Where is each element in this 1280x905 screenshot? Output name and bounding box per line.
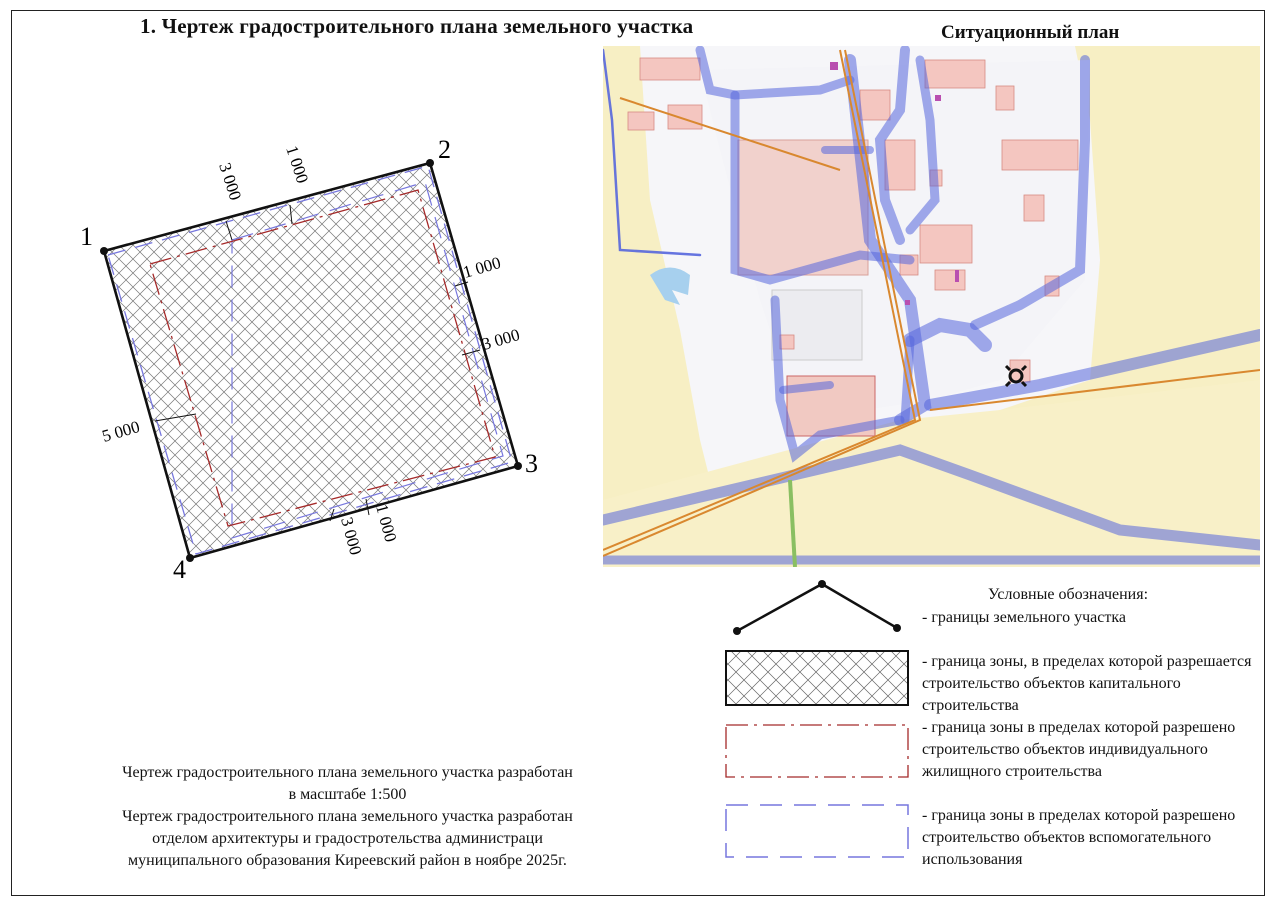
developer-note-line-3: муниципального образования Киреевский район в ноябре 2025г.	[128, 852, 567, 869]
legend-item-plot-boundary: - границы земельного участка	[922, 609, 1126, 626]
legend-symbol-buildable-zone	[726, 651, 908, 705]
scale-note-line-1: Чертеж градостроительного плана земельного участка разработан	[122, 764, 573, 781]
legend-title: Условные обозначения:	[988, 586, 1149, 603]
developer-note-line-2: отделом архитектуры и градостротельства администраци	[152, 830, 543, 847]
legend-symbol-ijs-zone	[726, 725, 908, 777]
land-plot	[100, 159, 522, 562]
dimension-left: 5 000	[99, 417, 142, 446]
legend-symbol-plot-boundary	[733, 580, 901, 635]
dimension-top-a: 3 000	[215, 160, 246, 203]
scale-note	[30, 762, 665, 806]
corner-point-3	[514, 462, 522, 470]
legend-item-ijs-zone: - граница зоны в пределах которой разрешено строительство объектов индивидуального жилищного строительства	[922, 719, 1236, 780]
dimension-bottom-a: 3 000	[337, 515, 366, 557]
buildable-zone-hatch	[104, 163, 518, 558]
legend-symbol-aux-zone	[726, 805, 908, 857]
dimension-right-a: 1 000	[460, 253, 503, 282]
corner-point-2	[426, 159, 434, 167]
legend-item-aux-zone: - граница зоны в пределах которой разрешено строительство объектов вспомогательного использования	[922, 807, 1236, 868]
situation-map	[603, 46, 1260, 567]
legend-item-buildable-zone: - граница зоны, в пределах которой разрешается строительство объектов капитального строительства	[922, 653, 1252, 714]
corner-label-4: 4	[173, 555, 186, 584]
corner-label-1: 1	[80, 222, 93, 251]
scale-note-line-2: в масштабе 1:500	[288, 786, 407, 803]
drawing-title: 1. Чертеж градостроительного плана земельного участка	[140, 14, 694, 38]
developer-note	[30, 806, 665, 872]
dimension-right-b: 3 000	[479, 325, 522, 354]
corner-label-3: 3	[525, 449, 538, 478]
corner-point-4	[186, 554, 194, 562]
developer-note-line-1: Чертеж градостроительного плана земельного участка разработан	[122, 808, 573, 825]
situation-plan-title: Ситуационный план	[941, 22, 1120, 43]
dimension-top-b: 1 000	[282, 143, 313, 186]
dimension-bottom-b: 1 000	[372, 502, 401, 544]
corner-label-2: 2	[438, 135, 451, 164]
corner-point-1	[100, 247, 108, 255]
